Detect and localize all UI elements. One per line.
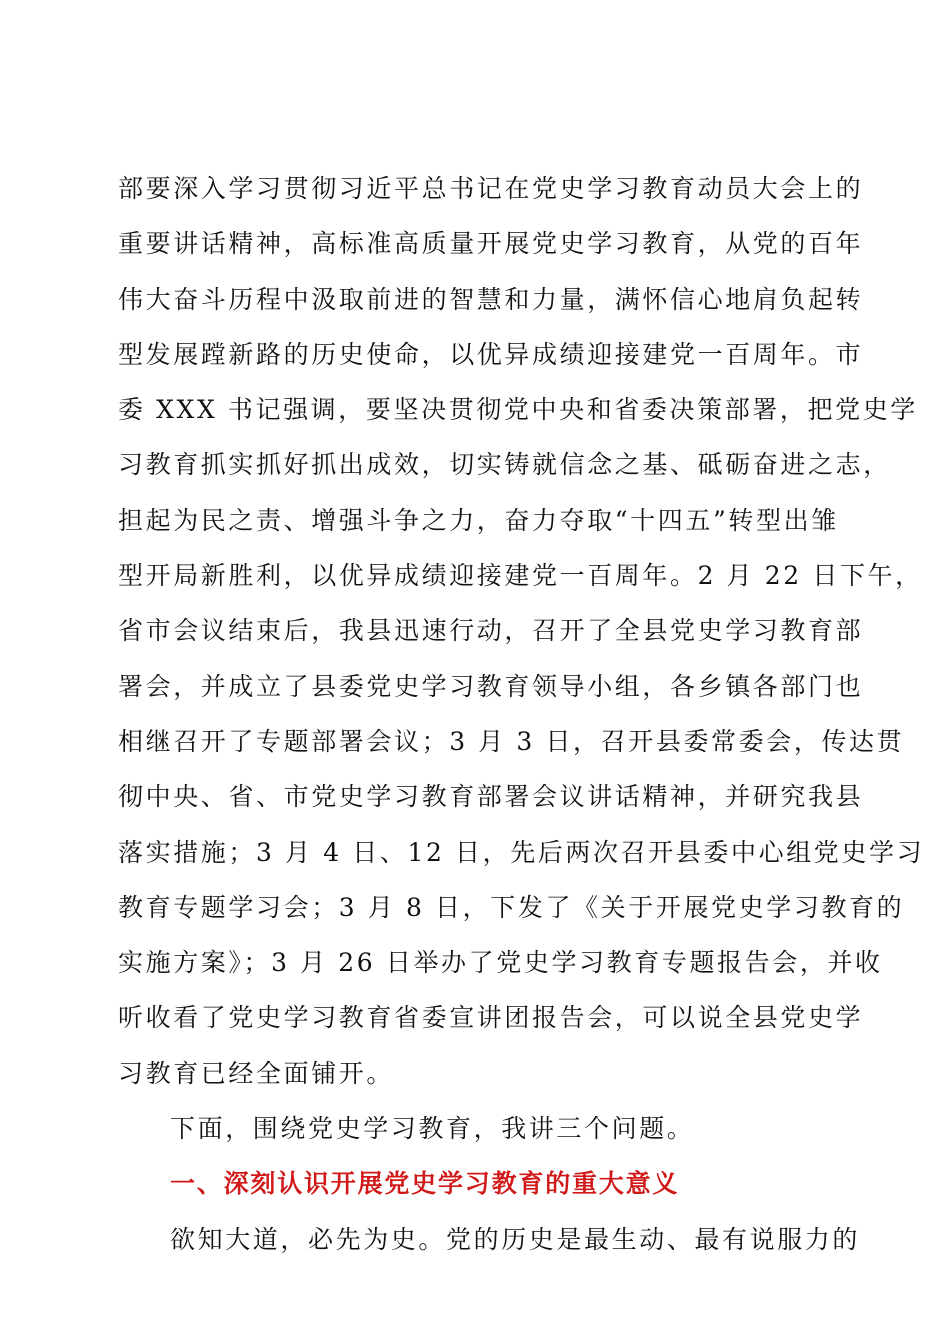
intro-paragraph: 下面，围绕党史学习教育，我讲三个问题。	[170, 1114, 695, 1144]
paragraph-line: 署会，并成立了县委党史学习教育领导小组，各乡镇各部门也	[118, 671, 864, 701]
paragraph-line: 伟大奋斗历程中汲取前进的智慧和力量，满怀信心地肩负起转	[118, 284, 864, 314]
paragraph-line: 实施方案》；3 月 26 日举办了党史学习教育专题报告会，并收	[118, 948, 883, 978]
paragraph-line: 教育专题学习会；3 月 8 日，下发了《关于开展党史学习教育的	[118, 892, 905, 922]
paragraph-line: 型开局新胜利，以优异成绩迎接建党一百周年。2 月 22 日下午，	[118, 561, 923, 591]
document-body	[118, 161, 925, 1267]
paragraph-line: 重要讲话精神，高标准高质量开展党史学习教育，从党的百年	[118, 229, 864, 259]
paragraph-line: 习教育已经全面铺开。	[118, 1058, 395, 1088]
paragraph-line: 相继召开了专题部署会议；3 月 3 日，召开县委常委会，传达贯	[118, 726, 905, 756]
section-heading: 一、深刻认识开展党史学习教育的重大意义	[170, 1169, 680, 1199]
paragraph-line: 省市会议结束后，我县迅速行动，召开了全县党史学习教育部	[118, 616, 864, 646]
paragraph-line: 部要深入学习贯彻习近平总书记在党史学习教育动员大会上的	[118, 174, 864, 203]
paragraph-line: 听收看了党史学习教育省委宣讲团报告会，可以说全县党史学	[118, 1003, 864, 1033]
paragraph-line: 彻中央、省、市党史学习教育部署会议讲话精神，并研究我县	[118, 782, 864, 812]
paragraph-line: 委 XXX 书记强调，要坚决贯彻党中央和省委决策部署，把党史学	[118, 395, 918, 425]
paragraph-line: 型发展蹚新路的历史使命，以优异成绩迎接建党一百周年。市	[118, 339, 864, 369]
paragraph-line: 担起为民之责、增强斗争之力，奋力夺取“十四五”转型出雏	[118, 505, 839, 535]
paragraph-line: 落实措施；3 月 4 日、12 日，先后两次召开县委中心组党史学习	[118, 837, 925, 867]
section-first-line: 欲知大道，必先为史。党的历史是最生动、最有说服力的	[170, 1224, 861, 1254]
paragraph-line: 习教育抓实抓好抓出成效，切实铸就信念之基、砥砺奋进之志，	[118, 450, 891, 480]
